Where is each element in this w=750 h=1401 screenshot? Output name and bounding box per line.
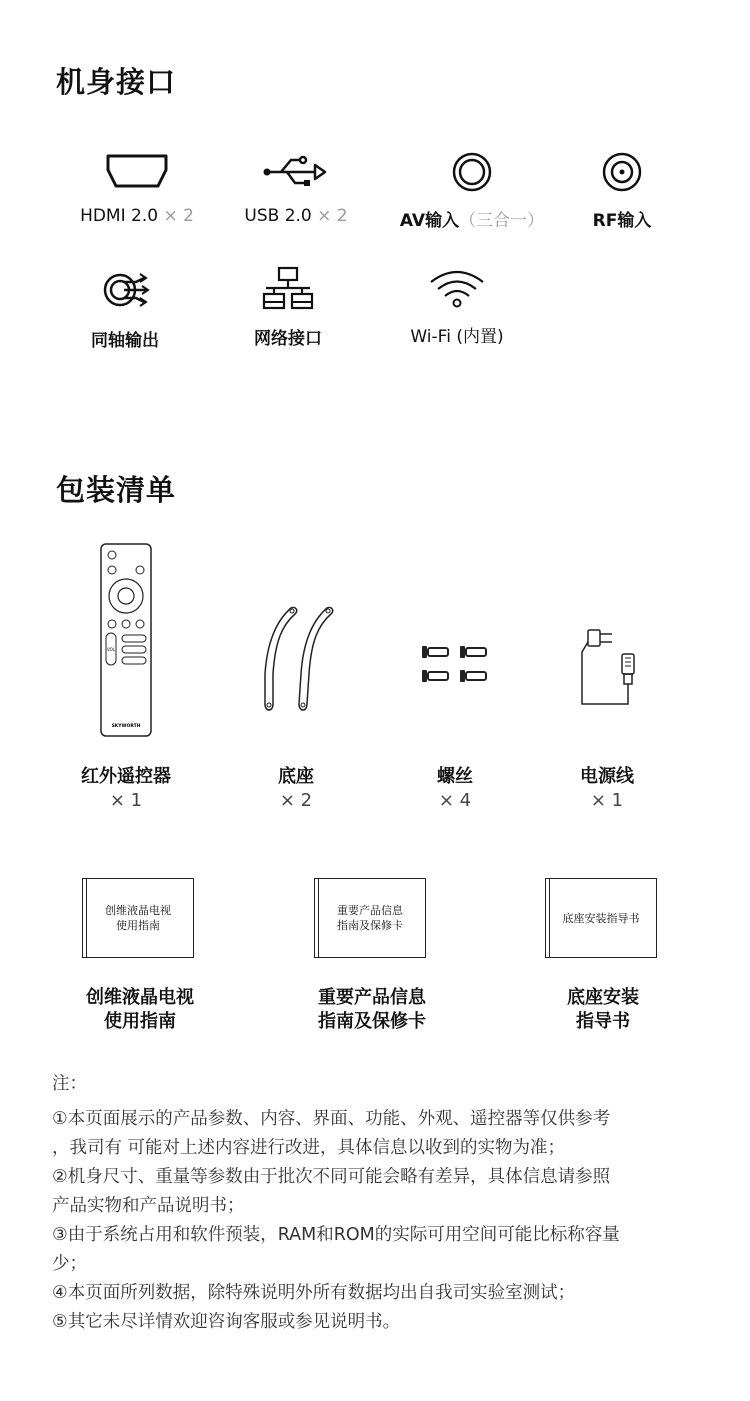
package-item-name: 红外遥控器 <box>81 766 171 787</box>
port-network <box>208 266 368 349</box>
port-label: Wi-Fi (内置) <box>410 327 504 347</box>
notes-heading: 注： <box>52 1074 87 1094</box>
screws-icon <box>420 642 490 688</box>
package-item-stand <box>211 762 381 811</box>
port-label: HDMI 2.0 <box>80 206 159 226</box>
note-line: 少； <box>52 1254 87 1274</box>
usb-icon <box>261 150 331 194</box>
port-hdmi <box>57 150 217 226</box>
booklet-warranty-name <box>272 986 472 1034</box>
booklet-stand-install-name <box>503 986 703 1034</box>
port-coaxial <box>45 268 205 351</box>
rf-port-icon <box>600 150 644 194</box>
network-port-icon <box>260 266 316 312</box>
port-wifi <box>377 266 537 347</box>
package-item-name: 螺丝 <box>437 766 473 787</box>
booklet-name-line: 重要产品信息 <box>318 987 426 1008</box>
package-item-qty: × 1 <box>590 790 624 811</box>
port-av <box>392 150 552 231</box>
package-item-screws <box>370 762 540 811</box>
port-rf <box>542 150 702 231</box>
notes-section <box>52 1070 702 1337</box>
booklet-warranty-cover <box>314 878 426 958</box>
av-port-icon <box>450 150 494 194</box>
wifi-icon <box>427 266 487 310</box>
booklet-user-guide-name <box>40 986 240 1034</box>
remote-brand-label: SKYWORTH <box>111 724 141 729</box>
booklet-cover-text: 底座安装指导书 <box>562 911 640 925</box>
note-line: ④本页面所列数据，除特殊说明外所有数据均出自我司实验室测试； <box>52 1283 576 1303</box>
remote-control-icon <box>98 542 154 738</box>
port-label: USB 2.0 <box>244 206 312 226</box>
booklet-cover-text: 指南及保修卡 <box>337 919 403 932</box>
booklet-name-line: 使用指南 <box>104 1011 176 1032</box>
booklet-name-line: 底座安装 <box>567 987 639 1008</box>
note-line: 产品实物和产品说明书； <box>52 1196 245 1216</box>
package-item-power-cord <box>522 762 692 811</box>
note-line: ②机身尺寸、重量等参数由于批次不同可能会略有差异，具体信息请参照 <box>52 1167 611 1187</box>
port-label: 网络接口 <box>254 329 322 349</box>
booklet-name-line: 指南及保修卡 <box>318 1011 426 1032</box>
power-cord-icon <box>572 624 642 710</box>
port-usb <box>216 150 376 226</box>
hdmi-port-icon <box>102 150 172 194</box>
coaxial-output-icon <box>90 268 160 312</box>
port-label: RF输入 <box>592 211 652 231</box>
booklet-stand-install-cover <box>545 878 657 958</box>
interfaces-title: 机身接口 <box>56 65 177 99</box>
port-label: 同轴输出 <box>91 331 159 351</box>
booklet-name-line: 创维液晶电视 <box>86 987 194 1008</box>
booklet-user-guide-cover <box>82 878 194 958</box>
port-qty: × 2 <box>163 206 194 226</box>
note-line: ⑤其它未尽详情欢迎咨询客服或参见说明书。 <box>52 1312 401 1332</box>
booklet-name-line: 指导书 <box>576 1011 630 1032</box>
package-item-name: 底座 <box>278 766 314 787</box>
booklet-cover-text: 重要产品信息 <box>337 904 403 917</box>
port-qty: （三合一） <box>459 211 545 231</box>
package-item-qty: × 1 <box>109 790 143 811</box>
package-item-qty: × 4 <box>438 790 472 811</box>
package-item-qty: × 2 <box>279 790 313 811</box>
package-item-name: 电源线 <box>580 766 634 787</box>
remote-vol-label: VOL <box>106 647 116 652</box>
note-line: ③由于系统占用和软件预装，RAM和ROM的实际可用空间可能比标称容量 <box>52 1225 620 1245</box>
booklet-cover-text: 创维液晶电视 <box>105 904 171 917</box>
stand-icon <box>255 604 339 718</box>
package-title: 包装清单 <box>56 473 177 507</box>
port-label: AV输入 <box>399 211 460 231</box>
note-line: ①本页面展示的产品参数、内容、界面、功能、外观、遥控器等仅供参考 <box>52 1109 611 1129</box>
note-line: ，我司有 可能对上述内容进行改进，具体信息以收到的实物为准； <box>52 1138 566 1158</box>
port-qty: × 2 <box>317 206 348 226</box>
package-item-remote <box>41 762 211 811</box>
booklet-cover-text: 使用指南 <box>116 919 160 932</box>
